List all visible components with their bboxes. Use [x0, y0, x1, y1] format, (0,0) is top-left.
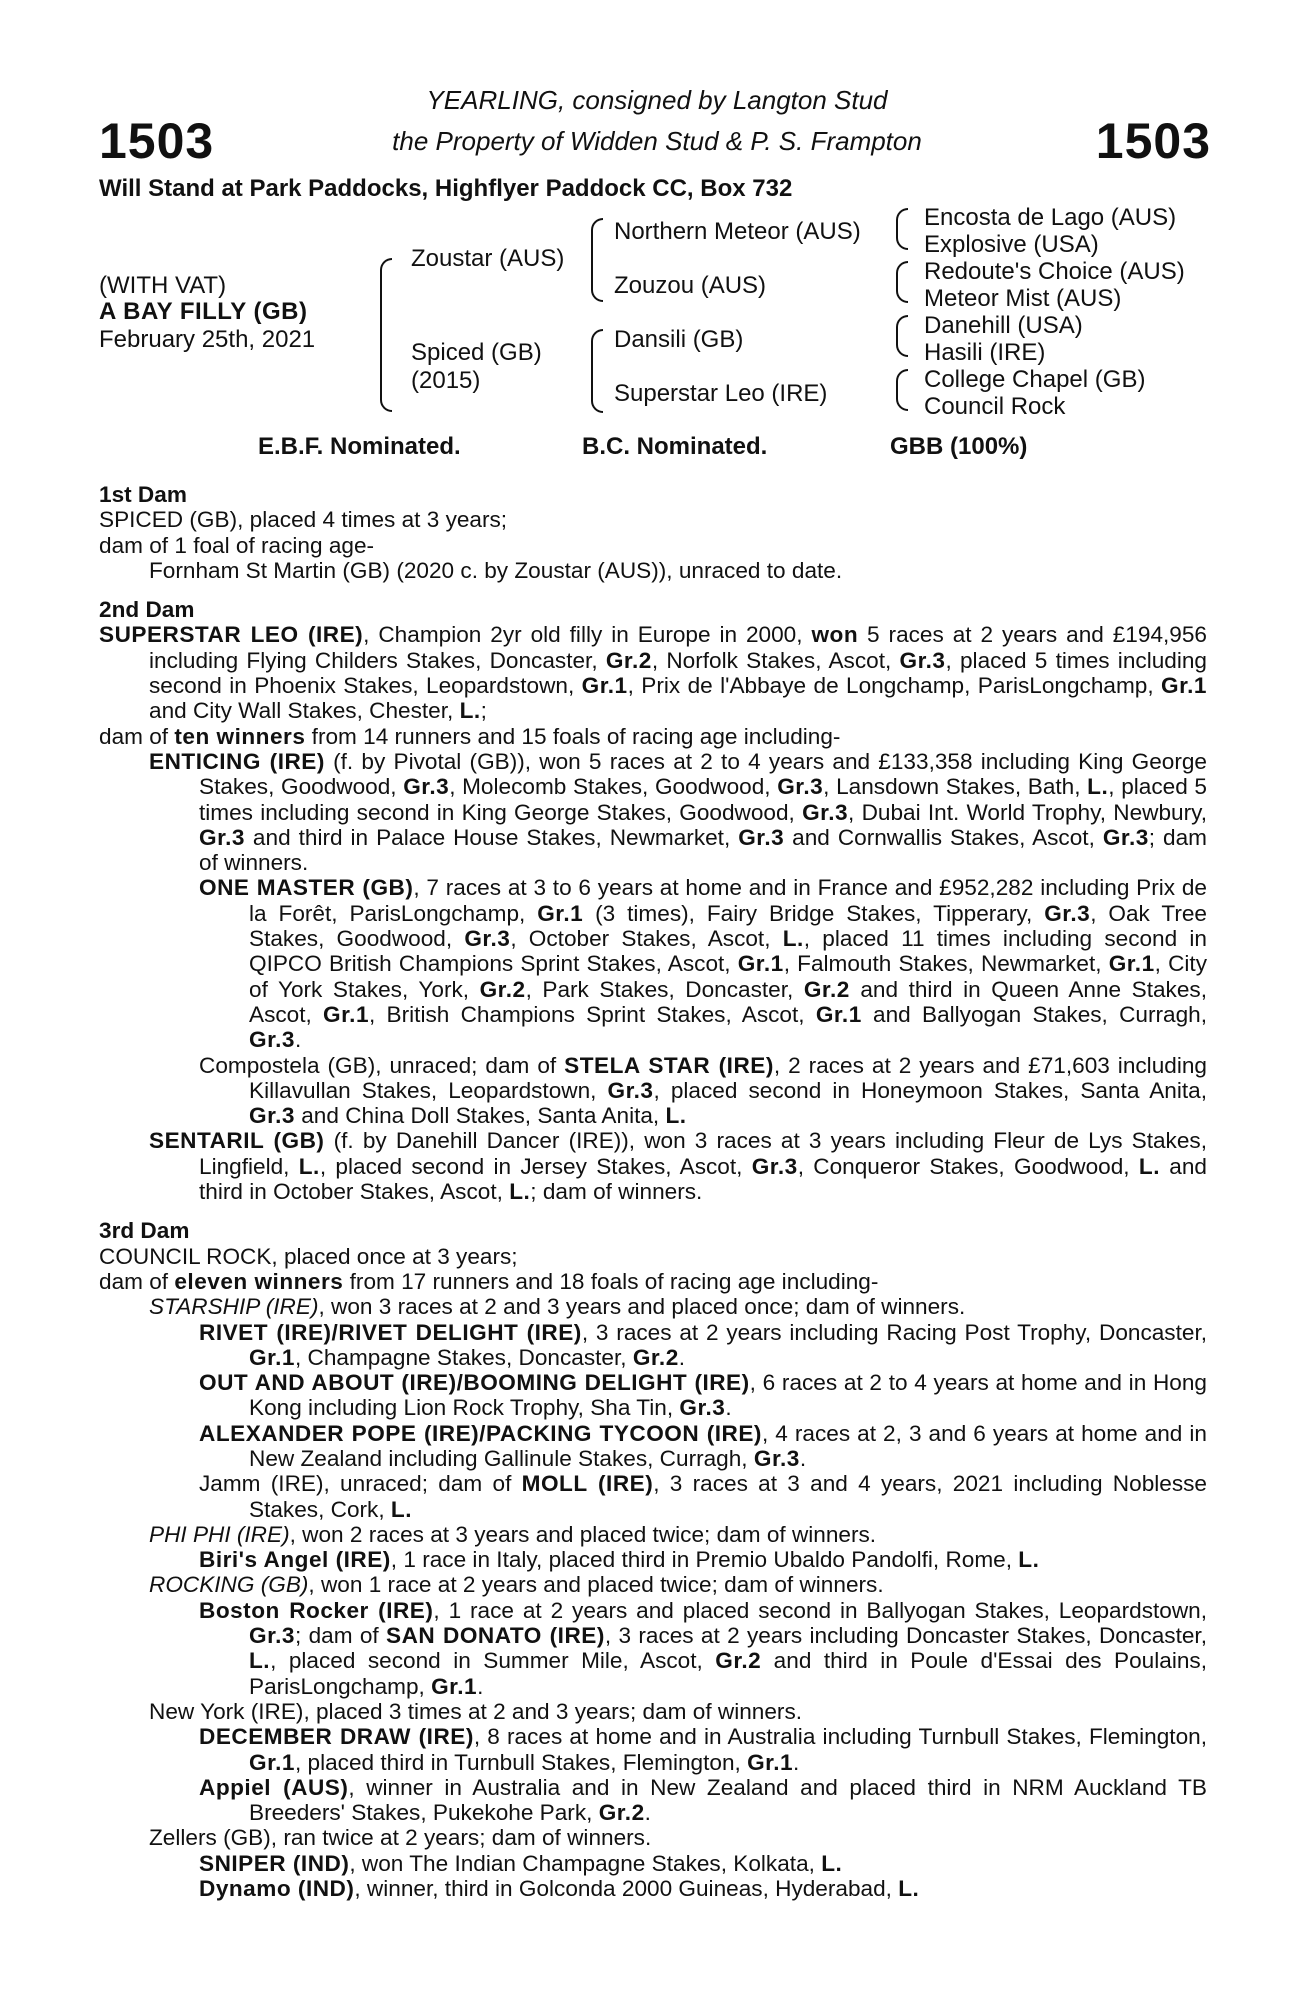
produce-zellers: Zellers (GB), ran twice at 2 years; dam of winners. — [149, 1825, 652, 1851]
pedigree-dsd: Hasili (IRE) — [924, 339, 1046, 366]
bc-nomination: B.C. Nominated. — [582, 433, 768, 460]
third-dam-produce-line: dam of eleven winners from 17 runners and 18 foals of racing age including- — [99, 1268, 879, 1294]
consignor-line: YEARLING, consigned by Langton Stud — [426, 85, 888, 115]
produce-rocking: ROCKING (GB), won 1 race at 2 years and placed twice; dam of winners. — [149, 1572, 884, 1598]
pedigree-brace-dam — [591, 329, 603, 413]
gbb-status: GBB (100%) — [890, 433, 1028, 460]
pedigree-sds: Redoute's Choice (AUS) — [924, 258, 1185, 285]
pedigree-sire-sire: Northern Meteor (AUS) — [614, 218, 861, 245]
pedigree-dam: Spiced (GB) — [411, 339, 542, 366]
pedigree-ddd: Council Rock — [924, 393, 1066, 420]
produce-boston-rocker: Boston Rocker (IRE), 1 race at 2 years and placed second in Ballyogan Stakes, Leopardstown, Gr.3; dam of SAN DONATO (IRE), 3 races at 2 years including Doncaster Stakes, Doncaster, L., placed second in Summer Mile, Ascot, Gr.2 and third in Poule d'Essai des Poulains, ParisLongchamp, Gr.1. — [199, 1597, 1208, 1699]
pedigree-dam-dam: Superstar Leo (IRE) — [614, 380, 828, 407]
stand-location: Will Stand at Park Paddocks, Highflyer Paddock CC, Box 732 — [99, 175, 793, 202]
foaling-date: February 25th, 2021 — [99, 326, 316, 353]
first-dam-produce-line: dam of 1 foal of racing age- — [99, 532, 375, 558]
first-dam-line: SPICED (GB), placed 4 times at 3 years; — [99, 507, 508, 533]
produce-jamm: Jamm (IRE), unraced; dam of MOLL (IRE), 3 races at 3 and 4 years, 2021 including Noblesse Stakes, Cork, L. — [199, 1471, 1208, 1522]
pedigree-brace-sire — [591, 218, 603, 302]
pedigree-brace-ds — [896, 315, 908, 357]
pedigree-sire: Zoustar (AUS) — [411, 245, 565, 272]
produce-biris-angel: Biri's Angel (IRE), 1 race in Italy, placed third in Premio Ubaldo Pandolfi, Rome, L. — [199, 1547, 1040, 1573]
catalogue-body — [99, 482, 1207, 1901]
pedigree-dds: College Chapel (GB) — [924, 366, 1146, 393]
produce-starship: STARSHIP (IRE), won 3 races at 2 and 3 years and placed once; dam of winners. — [149, 1294, 966, 1320]
pedigree-dss: Danehill (USA) — [924, 312, 1083, 339]
second-dam-entry: SUPERSTAR LEO (IRE), Champion 2yr old filly in Europe in 2000, won 5 races at 2 years and £194,956 including Flying Childers Stakes, Doncaster, Gr.2, Norfolk Stakes, Ascot, Gr.3, placed 5 times including second in Phoenix Stakes, Leopardstown, Gr.1, Prix de l'Abbaye de Longchamp, ParisLongchamp, Gr.1 and City Wall Stakes, Chester, L.; — [99, 622, 1207, 724]
horse-name: A BAY FILLY (GB) — [99, 298, 308, 325]
pedigree-dam-year: (2015) — [411, 367, 481, 394]
lot-number-right: 1503 — [1095, 113, 1211, 169]
pedigree-dam-sire: Dansili (GB) — [614, 326, 744, 353]
pedigree-brace-ss — [896, 208, 908, 250]
produce-dynamo: Dynamo (IND), winner, third in Golconda 2000 Guineas, Hyderabad, L. — [199, 1876, 920, 1902]
pedigree-sss: Encosta de Lago (AUS) — [924, 204, 1177, 231]
produce-out-and-about: OUT AND ABOUT (IRE)/BOOMING DELIGHT (IRE), 6 races at 2 to 4 years at home and in Hong Kong including Lion Rock Trophy, Sha Tin, Gr.3. — [199, 1370, 1207, 1421]
first-dam-heading: 1st Dam — [99, 482, 187, 507]
produce-sentaril: SENTARIL (GB) (f. by Danehill Dancer (IRE)), won 3 races at 3 years including Fleur de Lys Stakes, Lingfield, L., placed second in Jersey Stakes, Ascot, Gr.3, Conqueror Stakes, Goodwood, L. and third in October Stakes, Ascot, L.; dam of winners. — [149, 1128, 1207, 1205]
produce-rivet: RIVET (IRE)/RIVET DELIGHT (IRE), 3 races at 2 years including Racing Post Trophy, Doncaster, Gr.1, Champagne Stakes, Doncaster, Gr.2. — [199, 1319, 1208, 1370]
produce-phi-phi: PHI PHI (IRE), won 2 races at 3 years and placed twice; dam of winners. — [149, 1521, 877, 1547]
pedigree-brace-gen1 — [380, 258, 392, 412]
produce-december-draw: DECEMBER DRAW (IRE), 8 races at home and in Australia including Turnbull Stakes, Flemington, Gr.1, placed third in Turnbull Stakes, Flemington, Gr.1. — [199, 1724, 1207, 1775]
second-dam-produce-line: dam of ten winners from 14 runners and 15 foals of racing age including- — [99, 723, 841, 749]
first-dam-foal: Fornham St Martin (GB) (2020 c. by Zoustar (AUS)), unraced to date. — [149, 557, 843, 583]
produce-appiel: Appiel (AUS), winner in Australia and in New Zealand and placed third in NRM Auckland TB Breeders' Stakes, Pukekohe Park, Gr.2. — [199, 1774, 1208, 1826]
produce-new-york: New York (IRE), placed 3 times at 2 and 3 years; dam of winners. — [149, 1698, 803, 1724]
pedigree-brace-dd — [896, 369, 908, 411]
produce-enticing: ENTICING (IRE) (f. by Pivotal (GB)), won 5 races at 2 to 4 years and £133,358 including King George Stakes, Goodwood, Gr.3, Molecomb Stakes, Goodwood, Gr.3, Lansdown Stakes, Bath, L., placed 5 times including second in King George Stakes, Goodwood, Gr.3, Dubai Int. World Trophy, Newbury, Gr.3 and third in Palace House Stakes, Newmarket, Gr.3 and Cornwallis Stakes, Ascot, Gr.3; dam of winners. — [149, 748, 1207, 876]
pedigree-brace-sd — [896, 261, 908, 303]
pedigree-sire-dam: Zouzou (AUS) — [614, 272, 767, 299]
property-line: the Property of Widden Stud & P. S. Frampton — [392, 126, 922, 156]
pedigree-ssd: Explosive (USA) — [924, 231, 1099, 258]
produce-one-master: ONE MASTER (GB), 7 races at 3 to 6 years at home and in France and £952,282 including Prix de la Forêt, ParisLongchamp, Gr.1 (3 times), Fairy Bridge Stakes, Tipperary, Gr.3, Oak Tree Stakes, Goodwood, Gr.3, October Stakes, Ascot, L., placed 11 times including second in QIPCO British Champions Sprint Stakes, Ascot, Gr.1, Falmouth Stakes, Newmarket, Gr.1, City of York Stakes, York, Gr.2, Park Stakes, Doncaster, Gr.2 and third in Queen Anne Stakes, Ascot, Gr.1, British Champions Sprint Stakes, Ascot, Gr.1 and Ballyogan Stakes, Curragh, Gr.3. — [199, 875, 1208, 1053]
second-dam-heading: 2nd Dam — [99, 597, 195, 623]
produce-alexander-pope: ALEXANDER POPE (IRE)/PACKING TYCOON (IRE), 4 races at 2, 3 and 6 years at home and in New Zealand including Gallinule Stakes, Curragh, Gr.3. — [199, 1420, 1207, 1471]
produce-sniper: SNIPER (IND), won The Indian Champagne Stakes, Kolkata, L. — [199, 1850, 843, 1876]
pedigree-sdd: Meteor Mist (AUS) — [924, 285, 1122, 312]
third-dam-heading: 3rd Dam — [99, 1218, 190, 1244]
third-dam-entry: COUNCIL ROCK, placed once at 3 years; — [99, 1243, 518, 1269]
ebf-nomination: E.B.F. Nominated. — [258, 433, 461, 460]
lot-number-left: 1503 — [99, 113, 215, 169]
vat-label: (WITH VAT) — [99, 272, 227, 299]
produce-compostela: Compostela (GB), unraced; dam of STELA STAR (IRE), 2 races at 2 years and £71,603 including Killavullan Stakes, Leopardstown, Gr.3, placed second in Honeymoon Stakes, Santa Anita, Gr.3 and China Doll Stakes, Santa Anita, L. — [199, 1052, 1207, 1129]
